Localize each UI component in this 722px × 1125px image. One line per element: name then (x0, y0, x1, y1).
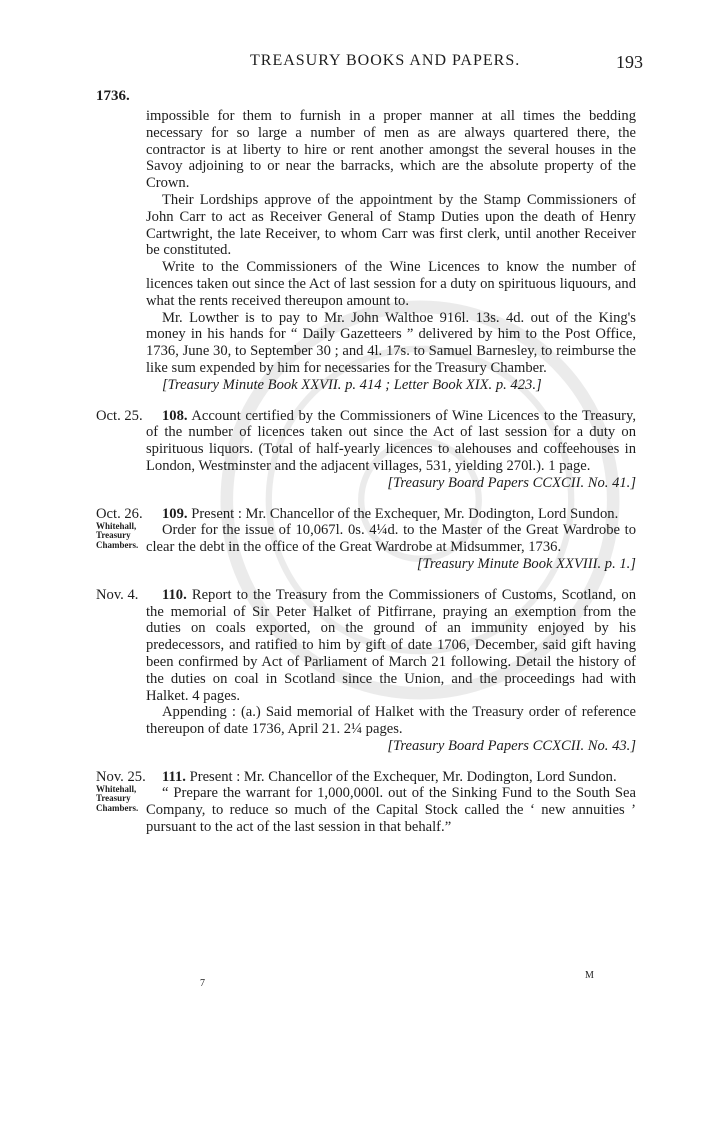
main-text (96, 108, 646, 836)
entry-reference: [Treasury Board Papers CCXCII. No. 41.] (387, 474, 636, 491)
entry-place: Whitehall, Treasury Chambers. (96, 520, 139, 550)
entry-text (146, 769, 636, 786)
entry-date: Nov. 25. (96, 768, 146, 785)
year-label: 1736. (96, 88, 130, 104)
entry-number: 111. (162, 768, 186, 785)
entry-text (146, 408, 636, 475)
entry-text (146, 587, 636, 705)
entry-body: Present : Mr. Chancellor of the Exchequer, Mr. Dodington, Lord Sundon. (189, 768, 617, 785)
intro-paragraph: impossible for them to furnish in a proper manner at all times the bedding necessary for so large a number of men as are always quartered there, the contractor is at liberty to hire or rent another amongst the several houses in the Savoy adjoining to or near the barracks, which are the absolute property of the Crown. (146, 108, 636, 192)
entry-number: 110. (162, 586, 187, 603)
running-title: TREASURY BOOKS AND PAPERS. (250, 52, 521, 69)
signature-mark-right: M (585, 970, 594, 981)
entry-text (146, 506, 636, 523)
entry-108 (96, 407, 636, 492)
entry-appending: Appending : (a.) Said memorial of Halket with the Treasury order of reference thereupon of date 1736, April 21. 2¼ pages. (146, 704, 636, 738)
signature-mark-left: 7 (200, 978, 205, 989)
intro-paragraph: Write to the Commissioners of the Wine Licences to know the number of licences taken out since the Act of last session for a duty on spirituous liquours, and what the rents received thereupon amount to. (146, 259, 636, 309)
intro-paragraph: Mr. Lowther is to pay to Mr. John Walthoe 916l. 13s. 4d. out of the King's money in his hands for “ Daily Gazetteers ” delivered by him to the Post Office, 1736, June 30, to September 30 ; and 4l. 17s. to Samuel Barnesley, to reimburse the like sum expended by him for necessaries for the Treasury Chamber. (146, 309, 636, 376)
page-number: 193 (616, 52, 643, 72)
entry-second-paragraph: Order for the issue of 10,067l. 0s. 4¼d. to the Master of the Great Wardrobe to clear the debt in the office of the Great Wardrobe at Midsummer, 1736. (146, 522, 636, 556)
entry-date: Oct. 26. (96, 505, 143, 522)
intro-block (146, 108, 636, 394)
intro-paragraph: Their Lordships approve of the appointment by the Stamp Commissioners of John Carr to act as Receiver General of Stamp Duties upon the death of Henry Cartwright, the late Receiver, to whom Carr was first clerk, until another Receiver be constituted. (146, 191, 636, 259)
entry-reference: [Treasury Minute Book XXVIII. p. 1.] (416, 555, 636, 572)
entry-111 (96, 768, 636, 836)
entry-body: Report to the Treasury from the Commissioners of Customs, Scotland, on the memorial of Sir Peter Halket of Pitfirrane, praying an exemption from the duties on coals exported, on the ground of an immunity enjoyed by his predecessors, and ratified to him by gift of date 1706, December, said gift having been confirmed by Act of Parliament of March 21 following. Detail the history of the duties on coal in Scotland since the Union, and the proceedings had with Halket. 4 pages. (146, 586, 636, 704)
entry-body: Account certified by the Commissioners of Wine Licences to the Treasury, of the number of licences taken out since the Act of last session for a duty on spirituous liquors. (Total of half-yearly licences to alehouses and coffeehouses in London, Westminster and the adjacent villages, 531, yielding 270l.). 1 page. (146, 407, 636, 474)
entry-reference: [Treasury Board Papers CCXCII. No. 43.] (387, 737, 636, 754)
entry-110 (96, 586, 636, 755)
entry-place: Whitehall, Treasury Chambers. (96, 783, 139, 813)
entry-number: 108. (162, 407, 188, 424)
entry-109 (96, 505, 636, 573)
intro-reference: [Treasury Minute Book XXVII. p. 414 ; Letter Book XIX. p. 423.] (162, 376, 542, 393)
entry-body: Present : Mr. Chancellor of the Exchequer, Mr. Dodington, Lord Sundon. (191, 505, 619, 522)
entry-second-paragraph: “ Prepare the warrant for 1,000,000l. out of the Sinking Fund to the South Sea Company, to reduce so much of the Capital Stock called the ‘ new annuities ’ pursuant to the act of the last session in that behalf.” (146, 785, 636, 836)
entry-date: Nov. 4. (96, 586, 139, 603)
entry-date: Oct. 25. (96, 407, 143, 424)
entry-number: 109. (162, 505, 188, 522)
